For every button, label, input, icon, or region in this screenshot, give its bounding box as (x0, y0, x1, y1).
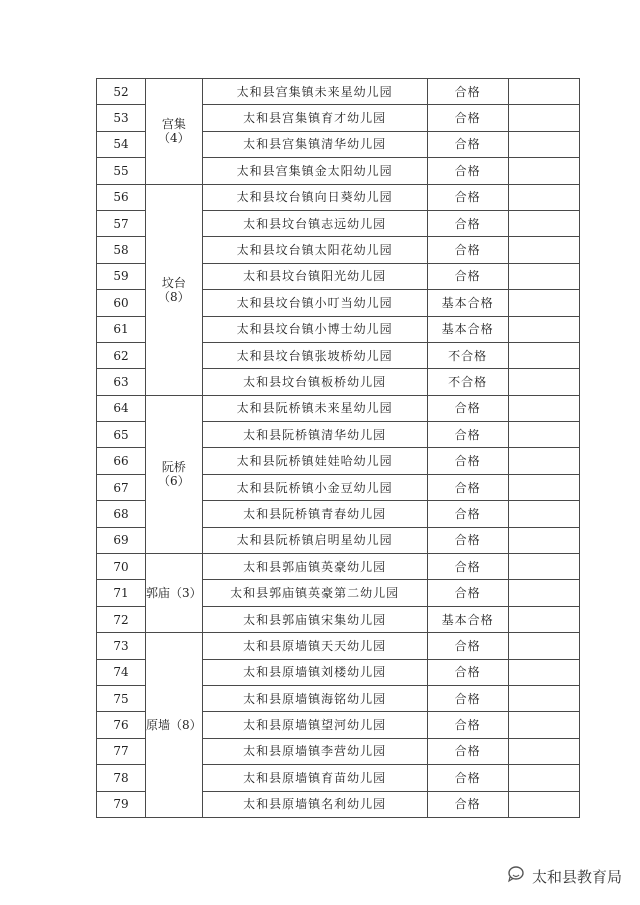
kindergarten-name: 太和县坟台镇阳光幼儿园 (202, 263, 427, 289)
kindergarten-name: 太和县原墙镇海铭幼儿园 (202, 685, 427, 711)
row-number: 70 (97, 554, 146, 580)
town-cell (146, 395, 203, 553)
row-number: 64 (97, 395, 146, 421)
row-number: 69 (97, 527, 146, 553)
remarks-cell (508, 633, 579, 659)
remarks-cell (508, 237, 579, 263)
row-number: 77 (97, 738, 146, 764)
remarks-cell (508, 554, 579, 580)
inspection-result: 不合格 (427, 342, 508, 368)
kindergarten-name: 太和县坟台镇向日葵幼儿园 (202, 184, 427, 210)
inspection-result: 合格 (427, 158, 508, 184)
kindergarten-name: 太和县原墙镇育苗幼儿园 (202, 765, 427, 791)
inspection-result: 合格 (427, 765, 508, 791)
kindergarten-name: 太和县阮桥镇青春幼儿园 (202, 501, 427, 527)
row-number: 57 (97, 210, 146, 236)
remarks-cell (508, 369, 579, 395)
row-number: 68 (97, 501, 146, 527)
inspection-result: 合格 (427, 131, 508, 157)
kindergarten-name: 太和县坟台镇小叮当幼儿园 (202, 290, 427, 316)
inspection-result: 合格 (427, 712, 508, 738)
inspection-result: 合格 (427, 659, 508, 685)
inspection-result: 合格 (427, 422, 508, 448)
town-name: 郭庙（3） (146, 586, 202, 601)
remarks-cell (508, 105, 579, 131)
remarks-cell (508, 791, 579, 817)
remarks-cell (508, 580, 579, 606)
remarks-cell (508, 290, 579, 316)
kindergarten-name: 太和县宫集镇育才幼儿园 (202, 105, 427, 131)
kindergarten-name: 太和县阮桥镇未来星幼儿园 (202, 395, 427, 421)
kindergarten-name: 太和县宫集镇清华幼儿园 (202, 131, 427, 157)
wechat-official-account-icon (507, 865, 527, 887)
table-row (97, 79, 580, 105)
row-number: 79 (97, 791, 146, 817)
remarks-cell (508, 131, 579, 157)
row-number: 71 (97, 580, 146, 606)
inspection-result: 合格 (427, 79, 508, 105)
inspection-result: 合格 (427, 395, 508, 421)
kindergarten-name: 太和县阮桥镇清华幼儿园 (202, 422, 427, 448)
town-count: （4） (158, 131, 190, 146)
remarks-cell (508, 474, 579, 500)
inspection-result: 合格 (427, 263, 508, 289)
remarks-cell (508, 79, 579, 105)
kindergarten-name: 太和县坟台镇太阳花幼儿园 (202, 237, 427, 263)
inspection-result: 合格 (427, 738, 508, 764)
town-count: （6） (158, 474, 190, 489)
kindergarten-name: 太和县原墙镇刘楼幼儿园 (202, 659, 427, 685)
inspection-result: 合格 (427, 184, 508, 210)
inspection-result: 合格 (427, 210, 508, 236)
row-number: 53 (97, 105, 146, 131)
town-cell (146, 184, 203, 395)
remarks-cell (508, 158, 579, 184)
row-number: 67 (97, 474, 146, 500)
kindergarten-name: 太和县郭庙镇宋集幼儿园 (202, 606, 427, 632)
remarks-cell (508, 606, 579, 632)
kindergarten-name: 太和县阮桥镇启明星幼儿园 (202, 527, 427, 553)
remarks-cell (508, 263, 579, 289)
watermark (507, 865, 622, 887)
remarks-cell (508, 712, 579, 738)
row-number: 78 (97, 765, 146, 791)
kindergarten-name: 太和县阮桥镇小金豆幼儿园 (202, 474, 427, 500)
row-number: 52 (97, 79, 146, 105)
inspection-result: 合格 (427, 791, 508, 817)
kindergarten-name: 太和县原墙镇李营幼儿园 (202, 738, 427, 764)
row-number: 73 (97, 633, 146, 659)
inspection-result: 合格 (427, 580, 508, 606)
kindergarten-name: 太和县原墙镇望河幼儿园 (202, 712, 427, 738)
kindergarten-name: 太和县坟台镇张坡桥幼儿园 (202, 342, 427, 368)
kindergarten-name: 太和县原墙镇天天幼儿园 (202, 633, 427, 659)
row-number: 55 (97, 158, 146, 184)
remarks-cell (508, 527, 579, 553)
remarks-cell (508, 184, 579, 210)
remarks-cell (508, 342, 579, 368)
kindergarten-name: 太和县原墙镇名利幼儿园 (202, 791, 427, 817)
row-number: 59 (97, 263, 146, 289)
row-number: 62 (97, 342, 146, 368)
kindergarten-name: 太和县宫集镇金太阳幼儿园 (202, 158, 427, 184)
town-cell (146, 79, 203, 185)
inspection-result: 合格 (427, 554, 508, 580)
inspection-result: 合格 (427, 501, 508, 527)
row-number: 60 (97, 290, 146, 316)
remarks-cell (508, 501, 579, 527)
inspection-result: 合格 (427, 448, 508, 474)
remarks-cell (508, 422, 579, 448)
town-count: （8） (158, 289, 190, 304)
remarks-cell (508, 765, 579, 791)
row-number: 56 (97, 184, 146, 210)
table-row (97, 184, 580, 210)
remarks-cell (508, 738, 579, 764)
kindergarten-name: 太和县郭庙镇英豪第二幼儿园 (202, 580, 427, 606)
town-name: 原墙（8） (146, 718, 202, 733)
inspection-result: 不合格 (427, 369, 508, 395)
row-number: 75 (97, 685, 146, 711)
watermark-text: 太和县教育局 (531, 867, 622, 886)
remarks-cell (508, 659, 579, 685)
remarks-cell (508, 395, 579, 421)
town-name: 坟台 (161, 275, 186, 290)
inspection-result: 合格 (427, 527, 508, 553)
inspection-result: 基本合格 (427, 290, 508, 316)
inspection-result: 基本合格 (427, 316, 508, 342)
town-name: 宫集 (161, 117, 186, 132)
remarks-cell (508, 316, 579, 342)
table-row (97, 395, 580, 421)
inspection-result: 基本合格 (427, 606, 508, 632)
inspection-result: 合格 (427, 237, 508, 263)
row-number: 74 (97, 659, 146, 685)
kindergarten-name: 太和县阮桥镇娃娃哈幼儿园 (202, 448, 427, 474)
remarks-cell (508, 685, 579, 711)
kindergarten-name: 太和县坟台镇志远幼儿园 (202, 210, 427, 236)
row-number: 72 (97, 606, 146, 632)
inspection-result: 合格 (427, 105, 508, 131)
town-name: 阮桥 (161, 460, 186, 475)
row-number: 58 (97, 237, 146, 263)
row-number: 54 (97, 131, 146, 157)
table-row (97, 554, 580, 580)
inspection-result: 合格 (427, 633, 508, 659)
kindergarten-name: 太和县坟台镇板桥幼儿园 (202, 369, 427, 395)
row-number: 76 (97, 712, 146, 738)
kindergarten-name: 太和县坟台镇小博士幼儿园 (202, 316, 427, 342)
remarks-cell (508, 210, 579, 236)
kindergarten-inspection-table (96, 78, 580, 818)
inspection-result: 合格 (427, 685, 508, 711)
remarks-cell (508, 448, 579, 474)
row-number: 65 (97, 422, 146, 448)
row-number: 63 (97, 369, 146, 395)
inspection-result: 合格 (427, 474, 508, 500)
row-number: 61 (97, 316, 146, 342)
town-cell (146, 633, 203, 818)
town-cell (146, 554, 203, 633)
row-number: 66 (97, 448, 146, 474)
table-row (97, 633, 580, 659)
kindergarten-name: 太和县郭庙镇英豪幼儿园 (202, 554, 427, 580)
kindergarten-name: 太和县宫集镇未来星幼儿园 (202, 79, 427, 105)
table-body (97, 79, 580, 818)
